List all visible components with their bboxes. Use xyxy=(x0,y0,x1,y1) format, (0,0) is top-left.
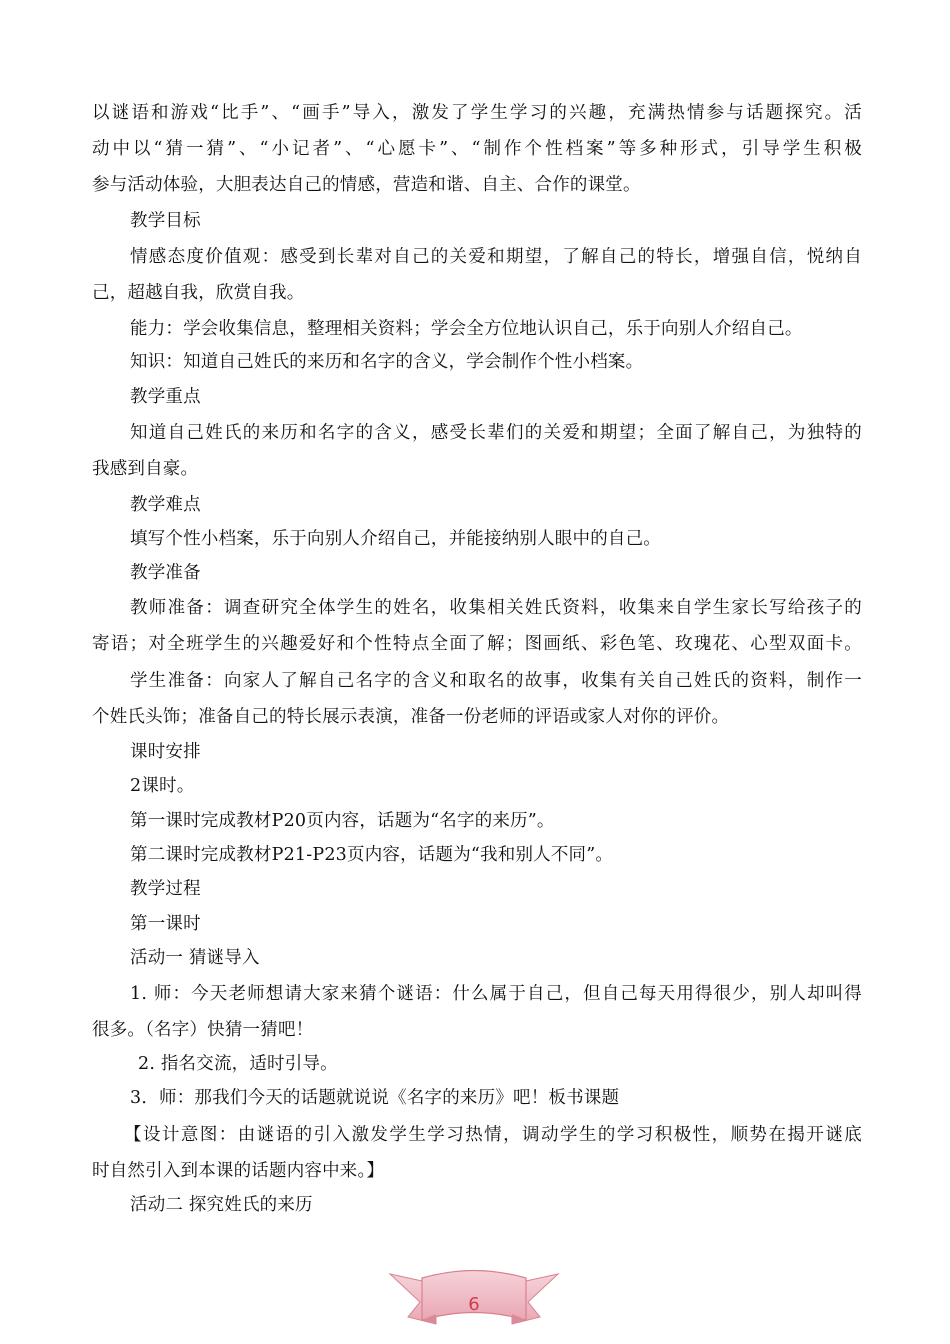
paragraph-intro-line-3: 参与活动体验，大胆表达自己的情感，营造和谐、自主、合作的课堂。 xyxy=(92,175,641,195)
student-prep-line-2: 个姓氏头饰；准备自己的特长展示表演，准备一份老师的评语或家人对你的评价。 xyxy=(92,707,730,727)
design-intent-line-2: 时自然引入到本课的话题内容中来。】 xyxy=(92,1161,385,1181)
activity-1-step-2: 2. 指名交流，适时引导。 xyxy=(138,1054,338,1074)
key-points-line-1: 知道自己姓氏的来历和名字的含义，感受长辈们的关爱和期望；全面了解自己，为独特的 xyxy=(130,423,862,443)
goal-ability: 能力：学会收集信息，整理相关资料；学会全方位地认识自己，乐于向别人介绍自己。 xyxy=(130,319,803,339)
heading-difficulties: 教学难点 xyxy=(130,495,201,515)
page-number-banner xyxy=(388,1262,560,1336)
goal-knowledge: 知识：知道自己姓氏的来历和名字的含义，学会制作个性小档案。 xyxy=(130,352,644,372)
activity-1-step-1-line-1: 1. 师：今天老师想请大家来猜个谜语：什么属于自己，但自己每天用得很少，别人却叫得 xyxy=(130,984,862,1004)
goal-emotion-line-1: 情感态度价值观：感受到长辈对自己的关爱和期望，了解自己的特长，增强自信，悦纳自 xyxy=(130,247,862,267)
paragraph-intro-line-2: 动中以“猜一猜”、“小记者”、“心愿卡”、“制作个性档案”等多种形式，引导学生积极 xyxy=(92,139,862,159)
difficulties-text: 填写个性小档案，乐于向别人介绍自己，并能接纳别人眼中的自己。 xyxy=(130,529,661,549)
page-number: 6 xyxy=(468,1294,480,1315)
heading-activity-1: 活动一 猜谜导入 xyxy=(130,948,260,968)
heading-process: 教学过程 xyxy=(130,879,201,899)
design-intent-line-1: 【设计意图：由谜语的引入激发学生学习热情，调动学生的学习积极性，顺势在揭开谜底 xyxy=(124,1125,862,1145)
heading-activity-2: 活动二 探究姓氏的来历 xyxy=(130,1195,313,1215)
activity-1-step-3: 3．师：那我们今天的话题就说说《名字的来历》吧！板书课题 xyxy=(130,1088,620,1108)
heading-preparation: 教学准备 xyxy=(130,563,201,583)
teacher-prep-line-2: 寄语；对全班学生的兴趣爱好和个性特点全面了解；图画纸、彩色笔、玫瑰花、心型双面卡。 xyxy=(92,634,862,654)
schedule-lesson-1: 第一课时完成教材P20页内容，话题为“名字的来历”。 xyxy=(130,811,555,831)
paragraph-intro-line-1: 以谜语和游戏“比手”、“画手”导入，激发了学生学习的兴趣，充满热情参与话题探究。活 xyxy=(92,103,862,123)
schedule-lesson-2: 第二课时完成教材P21-P23页内容，话题为“我和别人不同”。 xyxy=(130,845,614,865)
teacher-prep-line-1: 教师准备：调查研究全体学生的姓名，收集相关姓氏资料，收集来自学生家长写给孩子的 xyxy=(130,598,862,618)
key-points-line-2: 我感到自豪。 xyxy=(92,459,199,479)
heading-teaching-goals: 教学目标 xyxy=(130,211,201,231)
activity-1-step-1-line-2: 很多。（名字）快猜一猜吧！ xyxy=(92,1020,314,1040)
student-prep-line-1: 学生准备：向家人了解自己名字的含义和取名的故事，收集有关自己姓氏的资料，制作一 xyxy=(130,671,862,691)
schedule-count: 2课时。 xyxy=(130,776,195,796)
heading-key-points: 教学重点 xyxy=(130,387,201,407)
goal-emotion-line-2: 己，超越自我，欣赏自我。 xyxy=(92,283,305,303)
heading-schedule: 课时安排 xyxy=(130,742,201,762)
heading-lesson-1: 第一课时 xyxy=(130,914,201,934)
